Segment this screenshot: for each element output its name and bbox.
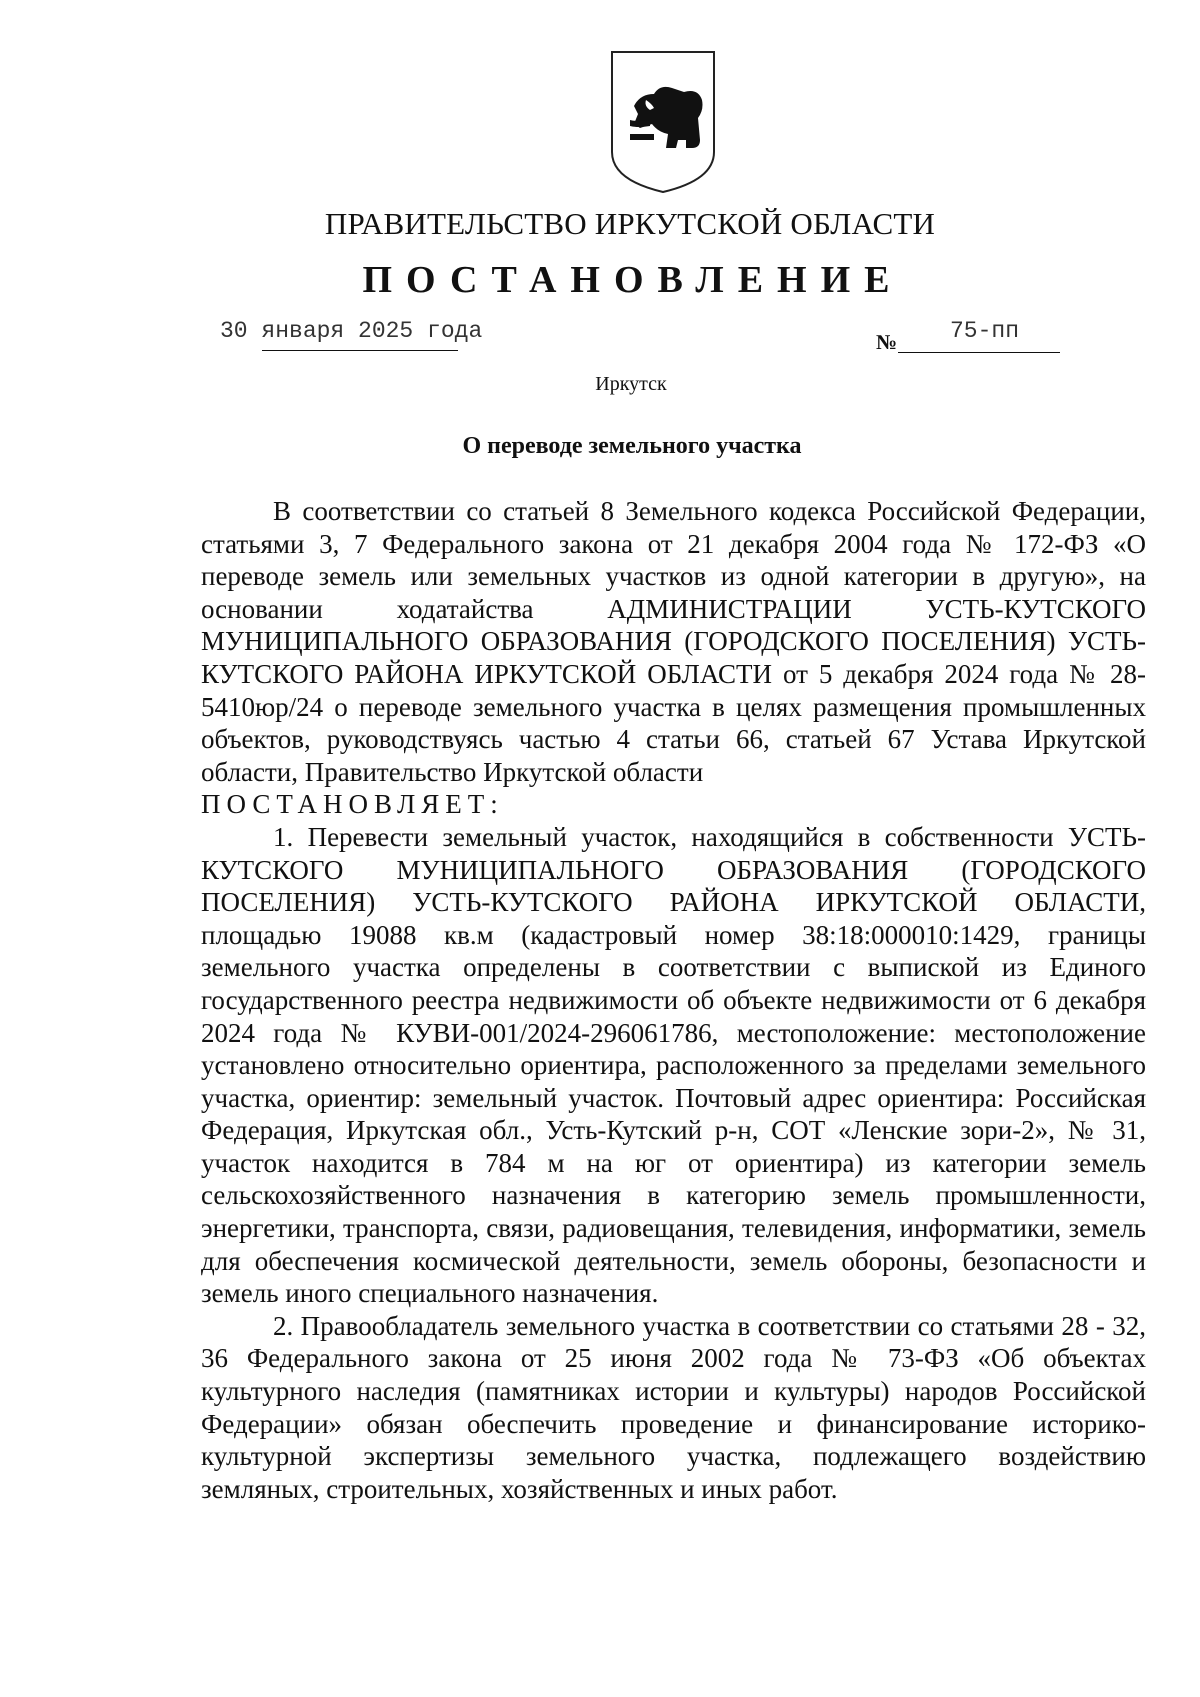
item-2-paragraph: 2. Правообладатель земельного участка в соответствии со статьями 28 - 32, 36 Федерального закона от 25 июня 2002 года № 73-ФЗ «Об объектах культурного наследия (памятниках истории и культуры) народов Российской Федерации» обязан обеспечить проведение и финансирование историко-культурной экспертизы земельного участка, подлежащего воздействию земляных, строительных, хозяйственных и иных работ. [201,1310,1146,1504]
number-underline [898,352,1060,353]
document-city: Иркутск [595,373,667,395]
date-underline [262,350,458,351]
document-date: 30 января 2025 года [220,318,483,344]
item-1-paragraph: 1. Перевести земельный участок, находящийся в собственности УСТЬ-КУТСКОГО МУНИЦИПАЛЬНОГО ОБРАЗОВАНИЯ (ГОРОДСКОГО ПОСЕЛЕНИЯ) УСТЬ-КУТСКОГО РАЙОНА ИРКУТСКОЙ ОБЛАСТИ, площадью 19088 кв.м (кадастровый номер 38:18:000010:1429, границы земельного участка определены в соответствии с выпиской из Единого государственного реестра недвижимости об объекте недвижимости от 6 декабря 2024 года № КУВИ-001/2024-296061786, местоположение: местоположение установлено относительно ориентира, расположенного за пределами земельного участка, ориентир: земельный участок. Почтовый адрес ориентира: Российская Федерация, Иркутская обл., Усть-Кутский р-н, СОТ «Ленские зори-2», № 31, участок находится в 784 м на юг от ориентира) из категории земель сельскохозяйственного назначения в категорию земель промышленности, энергетики, транспорта, связи, радиовещания, телевидения, информатики, земель для обеспечения космической деятельности, земель обороны, безопасности и земель иного специального назначения. [201,821,1146,1309]
document-number: 75-пп [950,318,1020,344]
decree-word: ПОСТАНОВЛЯЕТ: [201,789,504,820]
document-subject: О переводе земельного участка [462,433,802,459]
document-type: ПОСТАНОВЛЕНИЕ [362,259,904,301]
document-body [201,495,1146,1505]
government-name: ПРАВИТЕЛЬСТВО ИРКУТСКОЙ ОБЛАСТИ [324,206,936,241]
preamble-paragraph: В соответствии со статьей 8 Земельного кодекса Российской Федерации, статьями 3, 7 Федерального закона от 21 декабря 2004 года № 172-ФЗ «О переводе земель или земельных участков из одной категории в другую», на основании ходатайства АДМИНИСТРАЦИИ УСТЬ-КУТСКОГО МУНИЦИПАЛЬНОГО ОБРАЗОВАНИЯ (ГОРОДСКОГО ПОСЕЛЕНИЯ) УСТЬ-КУТСКОГО РАЙОНА ИРКУТСКОЙ ОБЛАСТИ от 5 декабря 2024 года № 28-5410юр/24 о переводе земельного участка в целях размещения промышленных объектов, руководствуясь частью 4 статьи 66, статьей 67 Устава Иркутской области, Правительство Иркутской области [201,496,1146,787]
irkutsk-coat-of-arms-icon [606,48,720,196]
number-sign: № [876,330,898,354]
